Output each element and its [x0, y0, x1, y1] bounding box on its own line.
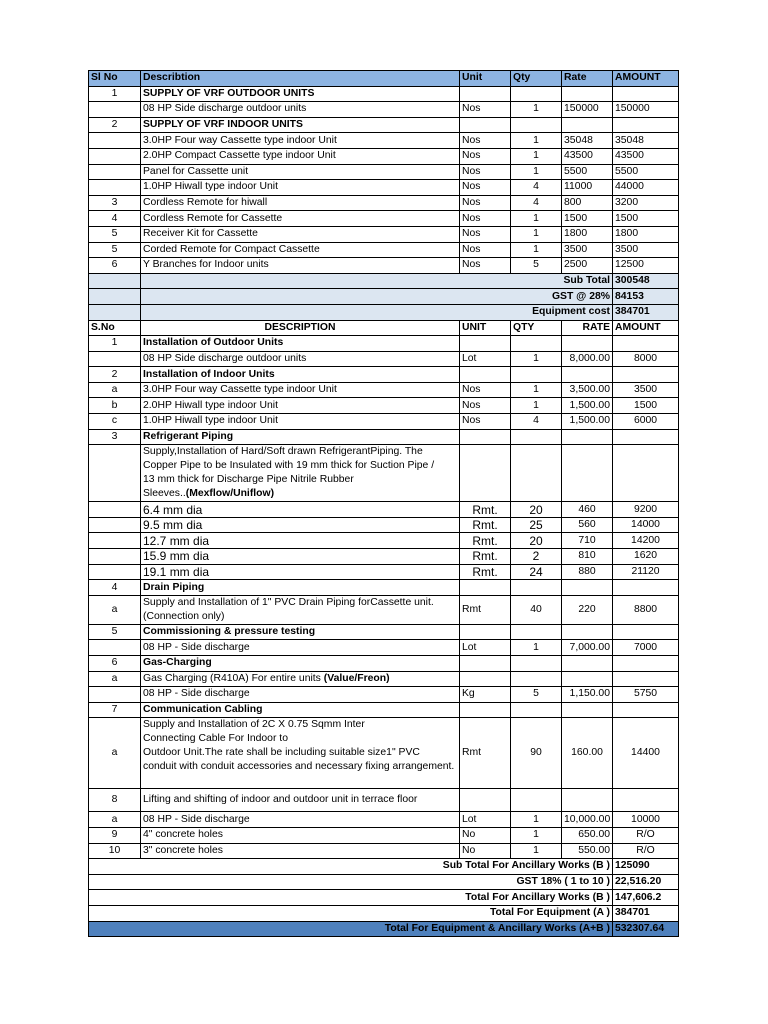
- section-title: Drain Piping: [141, 580, 460, 596]
- pipe-size: 6.4 mm dia: [141, 502, 460, 518]
- item-rate: 460: [562, 502, 613, 518]
- table-row: [89, 86, 679, 102]
- item-qty: 1: [511, 102, 562, 118]
- item-number: c: [89, 414, 141, 430]
- total-value: 84153: [613, 289, 679, 305]
- item-rate: 35048: [562, 133, 613, 149]
- pipe-size: 15.9 mm dia: [141, 549, 460, 565]
- item-unit: Nos: [460, 211, 511, 227]
- col-header-unit: Unit: [460, 71, 511, 87]
- item-amount: 5750: [613, 687, 679, 703]
- table-row: [89, 640, 679, 656]
- item-description: 3.0HP Four way Cassette type indoor Unit: [141, 382, 460, 398]
- item-unit: Rmt: [460, 718, 511, 789]
- item-rate: 1,500.00: [562, 398, 613, 414]
- table-row: [89, 517, 679, 533]
- pipe-size: 12.7 mm dia: [141, 533, 460, 549]
- col-header-qty: Qty: [511, 71, 562, 87]
- total-row: [89, 874, 679, 890]
- total-row: [89, 289, 679, 305]
- item-qty: [511, 86, 562, 102]
- col-header-description-b: DESCRIPTION: [141, 320, 460, 336]
- item-description: Corded Remote for Compact Cassette: [141, 242, 460, 258]
- section-number: 5: [89, 624, 141, 640]
- equipment-totals: [89, 273, 679, 320]
- col-header-qty-b: QTY: [511, 320, 562, 336]
- item-number: 9: [89, 827, 141, 843]
- item-amount: 3200: [613, 195, 679, 211]
- col-header-rate-b: RATE: [562, 320, 613, 336]
- item-description: SUPPLY OF VRF OUTDOOR UNITS: [141, 86, 460, 102]
- lifting-rows: [89, 812, 679, 859]
- total-row: [89, 859, 679, 875]
- description-line: (Connection only): [143, 610, 225, 622]
- total-label: Sub Total For Ancillary Works (B ): [89, 859, 613, 875]
- total-label: Equipment cost: [141, 304, 613, 320]
- item-number: [89, 164, 141, 180]
- section-title-row: [89, 367, 679, 383]
- item-amount: 43500: [613, 148, 679, 164]
- spacer-cell: [89, 549, 141, 565]
- pipe-size: 19.1 mm dia: [141, 564, 460, 580]
- description-line: Copper Pipe to be Insulated with 19 mm thick for Suction Pipe /: [143, 460, 435, 472]
- total-label: Sub Total: [141, 273, 613, 289]
- item-description: Cordless Remote for Cassette: [141, 211, 460, 227]
- item-rate: 43500: [562, 148, 613, 164]
- total-value: 22,516.20: [613, 874, 679, 890]
- total-row: [89, 905, 679, 921]
- total-row: [89, 273, 679, 289]
- item-unit: Nos: [460, 398, 511, 414]
- item-amount: 7000: [613, 640, 679, 656]
- table-row: [89, 502, 679, 518]
- item-qty: 25: [511, 517, 562, 533]
- table-row: [89, 382, 679, 398]
- item-rate: 3500: [562, 242, 613, 258]
- pipe-rows: [89, 502, 679, 580]
- equipment-rows: [89, 86, 679, 273]
- col-header-sno: S.No: [89, 320, 141, 336]
- item-unit: Rmt: [460, 595, 511, 624]
- section-title: Refrigerant Piping: [141, 429, 460, 445]
- description-line: Supply,Installation of Hard/Soft drawn RefrigerantPiping. The: [143, 446, 423, 458]
- item-rate: 2500: [562, 258, 613, 274]
- item-description: SUPPLY OF VRF INDOOR UNITS: [141, 117, 460, 133]
- item-qty: 1: [511, 242, 562, 258]
- item-description: [141, 671, 460, 687]
- section-title-row: [89, 789, 679, 812]
- table-row: [89, 351, 679, 367]
- item-amount: 150000: [613, 102, 679, 118]
- spacer-cell: [89, 273, 141, 289]
- item-rate: 7,000.00: [562, 640, 613, 656]
- item-qty: 1: [511, 226, 562, 242]
- item-amount: R/O: [613, 843, 679, 859]
- spacer-cell: [89, 564, 141, 580]
- table-row: [89, 445, 679, 502]
- description-line: Supply and Installation of 2C X 0.75 Sqmm Inter: [143, 719, 365, 731]
- total-label: Total For Equipment (A ): [89, 905, 613, 921]
- item-number: 4: [89, 211, 141, 227]
- item-unit: Nos: [460, 180, 511, 196]
- item-amount: 14400: [613, 718, 679, 789]
- item-amount: R/O: [613, 827, 679, 843]
- description-line: Outdoor Unit.The rate shall be including suitable size1" PVC: [143, 747, 420, 759]
- table-row: [89, 195, 679, 211]
- item-unit: No: [460, 827, 511, 843]
- item-description: 2.0HP Compact Cassette type indoor Unit: [141, 148, 460, 164]
- grand-total-value: 532307.64: [613, 921, 679, 937]
- item-amount: 8000: [613, 351, 679, 367]
- col-header-amount: AMOUNT: [613, 71, 679, 87]
- item-amount: 5500: [613, 164, 679, 180]
- item-description: 2.0HP Hiwall type indoor Unit: [141, 398, 460, 414]
- table-row: [89, 133, 679, 149]
- section-title: Installation of Indoor Units: [141, 367, 460, 383]
- table-row: [89, 843, 679, 859]
- item-unit: [460, 86, 511, 102]
- table-row: [89, 164, 679, 180]
- total-row: [89, 890, 679, 906]
- section-title: Lifting and shifting of indoor and outdoor unit in terrace floor: [141, 789, 460, 812]
- table-row: [89, 812, 679, 828]
- section-number: 8: [89, 789, 141, 812]
- item-number: a: [89, 718, 141, 789]
- item-amount: 21120: [613, 564, 679, 580]
- item-description: [141, 718, 460, 789]
- item-description: 08 HP Side discharge outdoor units: [141, 351, 460, 367]
- item-description: Receiver Kit for Cassette: [141, 226, 460, 242]
- description-line: 13 mm thick for Discharge Pipe Nitrile Rubber: [143, 474, 354, 486]
- item-qty: 2: [511, 549, 562, 565]
- item-rate: 800: [562, 195, 613, 211]
- table-row: [89, 180, 679, 196]
- item-qty: 4: [511, 195, 562, 211]
- item-unit: Rmt.: [460, 533, 511, 549]
- item-description: 4" concrete holes: [141, 827, 460, 843]
- item-unit: Nos: [460, 195, 511, 211]
- item-rate: 650.00: [562, 827, 613, 843]
- item-number: [89, 148, 141, 164]
- item-description: Panel for Cassette unit: [141, 164, 460, 180]
- item-number: 2: [89, 117, 141, 133]
- item-rate: 810: [562, 549, 613, 565]
- brand-text: (Mexflow/Uniflow): [185, 488, 275, 500]
- item-unit: Nos: [460, 164, 511, 180]
- item-number: 5: [89, 242, 141, 258]
- total-label: GST 18% ( 1 to 10 ): [89, 874, 613, 890]
- item-qty: 1: [511, 148, 562, 164]
- section-number: 2: [89, 367, 141, 383]
- item-rate: [562, 86, 613, 102]
- item-description: 3.0HP Four way Cassette type indoor Unit: [141, 133, 460, 149]
- ancillary-totals: [89, 859, 679, 921]
- spacer-cell: [89, 289, 141, 305]
- total-value: 125090: [613, 859, 679, 875]
- total-value: 384701: [613, 304, 679, 320]
- table-row: [89, 687, 679, 703]
- item-number: a: [89, 671, 141, 687]
- description-bold-text: (Value/Freon): [323, 672, 390, 684]
- description-line: [143, 774, 457, 788]
- item-number: b: [89, 398, 141, 414]
- table-row: [89, 564, 679, 580]
- spacer-cell: [89, 502, 141, 518]
- section-number: 1: [89, 336, 141, 352]
- indoor-install-rows: [89, 382, 679, 429]
- item-qty: 1: [511, 827, 562, 843]
- item-amount: 1800: [613, 226, 679, 242]
- description-line: Supply and Installation of 1" PVC Drain Piping forCassette unit.: [143, 596, 434, 608]
- item-description: [141, 595, 460, 624]
- table-row: [89, 148, 679, 164]
- item-rate: 710: [562, 533, 613, 549]
- description-line: [143, 487, 457, 501]
- total-label: Total For Ancillary Works (B ): [89, 890, 613, 906]
- table-row: [89, 827, 679, 843]
- section-title-row: [89, 702, 679, 718]
- item-amount: 1500: [613, 211, 679, 227]
- spacer-cell: [89, 304, 141, 320]
- item-rate: 550.00: [562, 843, 613, 859]
- item-description: 1.0HP Hiwall type indoor Unit: [141, 414, 460, 430]
- item-rate: 1,500.00: [562, 414, 613, 430]
- table-row: [89, 533, 679, 549]
- item-amount: 9200: [613, 502, 679, 518]
- section-title-row: [89, 580, 679, 596]
- item-qty: [511, 117, 562, 133]
- col-header-unit-b: UNIT: [460, 320, 511, 336]
- table-row: [89, 102, 679, 118]
- item-amount: 10000: [613, 812, 679, 828]
- item-rate: 3,500.00: [562, 382, 613, 398]
- item-amount: [613, 117, 679, 133]
- item-unit: Nos: [460, 414, 511, 430]
- item-unit: Kg: [460, 687, 511, 703]
- item-unit: Nos: [460, 148, 511, 164]
- section-number: 3: [89, 429, 141, 445]
- item-number: [89, 133, 141, 149]
- item-description: 08 HP Side discharge outdoor units: [141, 102, 460, 118]
- item-amount: 6000: [613, 414, 679, 430]
- item-rate: 1,150.00: [562, 687, 613, 703]
- item-rate: 8,000.00: [562, 351, 613, 367]
- item-description: [141, 445, 460, 502]
- item-amount: 14000: [613, 517, 679, 533]
- item-unit: Nos: [460, 242, 511, 258]
- table-row: [89, 671, 679, 687]
- grand-total-label: Total For Equipment & Ancillary Works (A+B ): [89, 921, 613, 937]
- item-unit: [460, 117, 511, 133]
- col-header-sl: Sl No: [89, 71, 141, 87]
- item-qty: 1: [511, 398, 562, 414]
- description-text: Sleeves..: [143, 488, 186, 500]
- item-unit: Nos: [460, 382, 511, 398]
- item-amount: 12500: [613, 258, 679, 274]
- item-description: Cordless Remote for hiwall: [141, 195, 460, 211]
- item-rate: 220: [562, 595, 613, 624]
- pipe-size: 9.5 mm dia: [141, 517, 460, 533]
- table-row: [89, 718, 679, 789]
- item-number: 3: [89, 195, 141, 211]
- item-qty: 1: [511, 211, 562, 227]
- total-value: 384701: [613, 905, 679, 921]
- item-qty: 1: [511, 812, 562, 828]
- total-label: GST @ 28%: [141, 289, 613, 305]
- item-amount: [613, 86, 679, 102]
- item-unit: Rmt.: [460, 549, 511, 565]
- item-unit: Rmt.: [460, 517, 511, 533]
- item-number: 6: [89, 258, 141, 274]
- section-title: Installation of Outdoor Units: [141, 336, 460, 352]
- item-qty: 40: [511, 595, 562, 624]
- description-line: conduit with conduit accessories and necessary fixing arrangement.: [143, 761, 455, 773]
- table-row: [89, 398, 679, 414]
- item-qty: 1: [511, 382, 562, 398]
- item-number: 10: [89, 843, 141, 859]
- item-unit: Nos: [460, 258, 511, 274]
- col-header-description: Describtion: [141, 71, 460, 87]
- item-qty: 24: [511, 564, 562, 580]
- section-title-row: [89, 624, 679, 640]
- item-description: 08 HP - Side discharge: [141, 640, 460, 656]
- item-amount: 14200: [613, 533, 679, 549]
- item-unit: Rmt.: [460, 564, 511, 580]
- item-qty: 4: [511, 180, 562, 196]
- item-description: Y Branches for Indoor units: [141, 258, 460, 274]
- item-unit: Nos: [460, 133, 511, 149]
- item-unit: Lot: [460, 812, 511, 828]
- table-row: [89, 226, 679, 242]
- item-amount: 8800: [613, 595, 679, 624]
- item-amount: 3500: [613, 242, 679, 258]
- item-amount: 1500: [613, 398, 679, 414]
- equipment-header-row: [89, 71, 679, 87]
- item-unit: No: [460, 843, 511, 859]
- item-amount: 35048: [613, 133, 679, 149]
- table-row: [89, 414, 679, 430]
- table-row: [89, 595, 679, 624]
- item-number: 5: [89, 226, 141, 242]
- total-row: [89, 304, 679, 320]
- item-qty: 1: [511, 640, 562, 656]
- item-qty: 5: [511, 258, 562, 274]
- item-description: 08 HP - Side discharge: [141, 812, 460, 828]
- item-unit: Rmt.: [460, 502, 511, 518]
- item-unit: Lot: [460, 640, 511, 656]
- table-row: [89, 242, 679, 258]
- section-title-row: [89, 656, 679, 672]
- grand-total-row: [89, 921, 679, 937]
- spacer-cell: [89, 517, 141, 533]
- item-rate: 1800: [562, 226, 613, 242]
- section-title: Commissioning & pressure testing: [141, 624, 460, 640]
- item-number: [89, 180, 141, 196]
- description-line: Connecting Cable For Indoor to: [143, 733, 288, 745]
- item-qty: 1: [511, 843, 562, 859]
- section-number: 6: [89, 656, 141, 672]
- item-rate: 1500: [562, 211, 613, 227]
- item-rate: 10,000.00: [562, 812, 613, 828]
- item-qty: 20: [511, 533, 562, 549]
- col-header-amount-b: AMOUNT: [613, 320, 679, 336]
- item-rate: 5500: [562, 164, 613, 180]
- spacer-cell: [89, 533, 141, 549]
- item-rate: [562, 117, 613, 133]
- item-description: 08 HP - Side discharge: [141, 687, 460, 703]
- item-amount: 1620: [613, 549, 679, 565]
- item-unit: Nos: [460, 102, 511, 118]
- item-qty: 1: [511, 351, 562, 367]
- item-qty: 1: [511, 133, 562, 149]
- item-description: 1.0HP Hiwall type indoor Unit: [141, 180, 460, 196]
- item-rate: 150000: [562, 102, 613, 118]
- section-title-row: [89, 336, 679, 352]
- total-value: 300548: [613, 273, 679, 289]
- total-value: 147,606.2: [613, 890, 679, 906]
- item-rate: 160.00: [562, 718, 613, 789]
- item-amount: 3500: [613, 382, 679, 398]
- table-row: [89, 258, 679, 274]
- item-rate: 880: [562, 564, 613, 580]
- item-description: 3" concrete holes: [141, 843, 460, 859]
- item-rate: 11000: [562, 180, 613, 196]
- item-qty: 90: [511, 718, 562, 789]
- item-number: a: [89, 812, 141, 828]
- section-title: Gas-Charging: [141, 656, 460, 672]
- section-number: 7: [89, 702, 141, 718]
- item-unit: Lot: [460, 351, 511, 367]
- item-unit: Nos: [460, 226, 511, 242]
- col-header-rate: Rate: [562, 71, 613, 87]
- item-qty: 20: [511, 502, 562, 518]
- item-number: [89, 102, 141, 118]
- section-number: 4: [89, 580, 141, 596]
- table-row: [89, 211, 679, 227]
- ancillary-header-row: [89, 320, 679, 336]
- item-number: a: [89, 382, 141, 398]
- item-qty: 5: [511, 687, 562, 703]
- item-qty: 4: [511, 414, 562, 430]
- table-row: [89, 549, 679, 565]
- description-text: Gas Charging (R410A) For entire units: [143, 672, 324, 684]
- item-qty: 1: [511, 164, 562, 180]
- estimate-table: [88, 70, 679, 937]
- item-number: 1: [89, 86, 141, 102]
- item-number: a: [89, 595, 141, 624]
- table-row: [89, 117, 679, 133]
- item-amount: 44000: [613, 180, 679, 196]
- section-title: Communication Cabling: [141, 702, 460, 718]
- section-title-row: [89, 429, 679, 445]
- item-rate: 560: [562, 517, 613, 533]
